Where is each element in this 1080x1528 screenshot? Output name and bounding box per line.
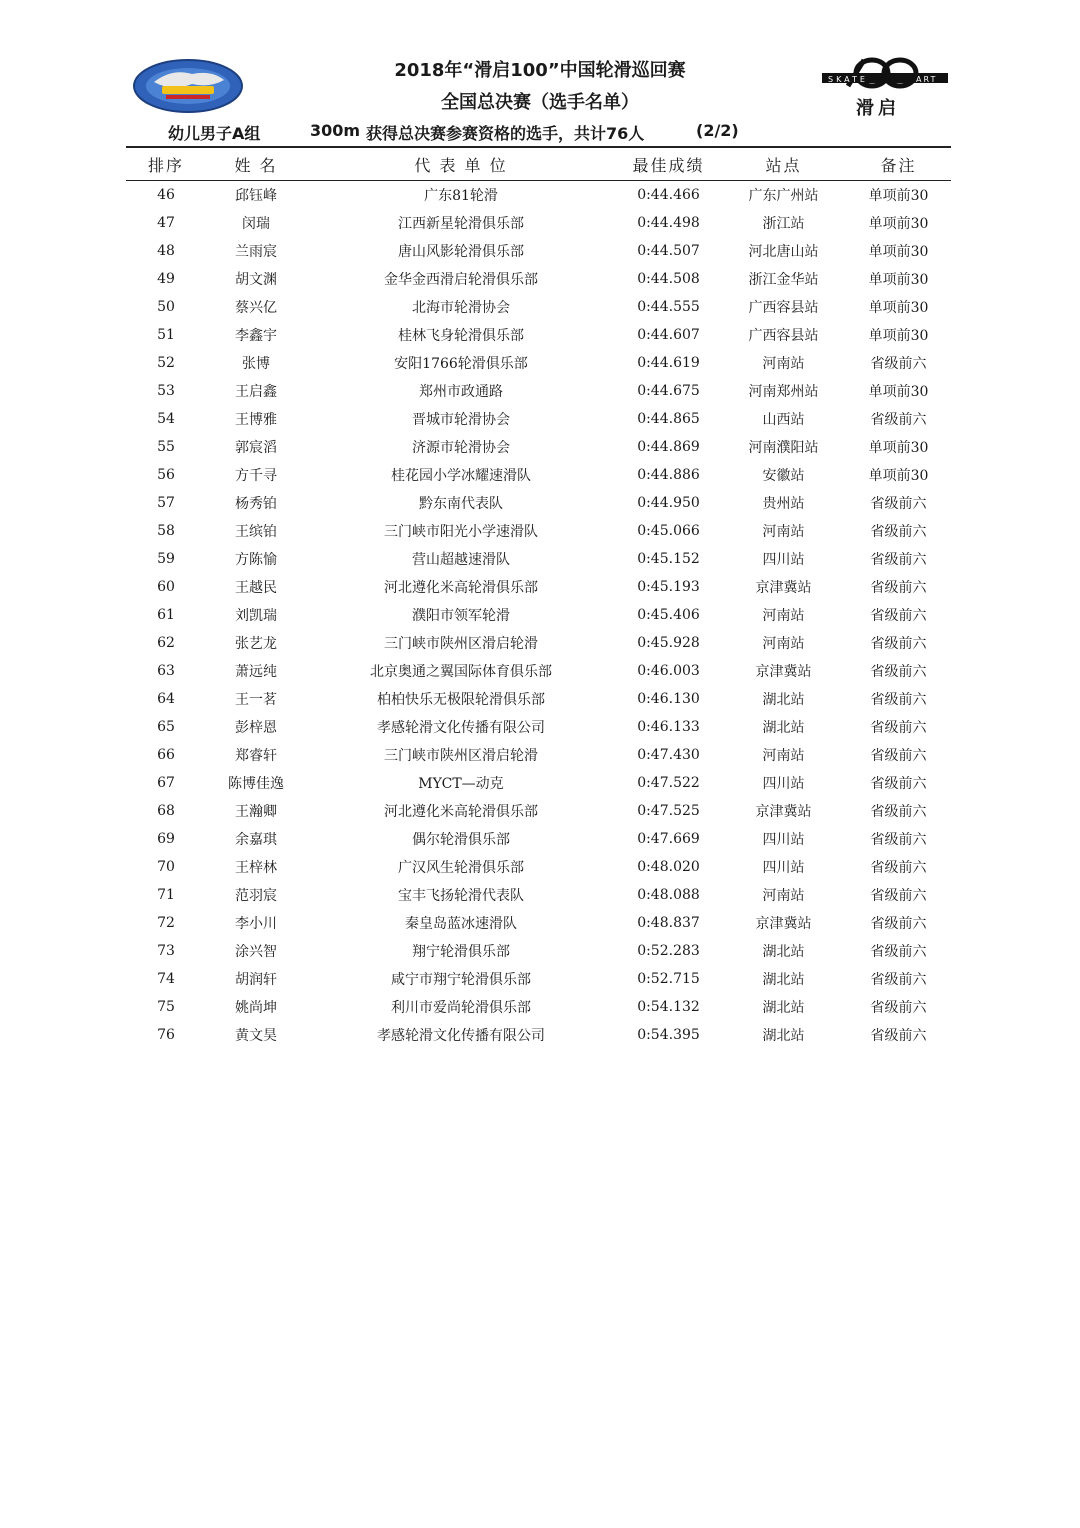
- cell-best-time: 0:44.619: [637, 355, 700, 371]
- cell-name: 余嘉琪: [235, 832, 277, 848]
- table-row: [126, 237, 951, 265]
- table-row: [126, 601, 951, 629]
- table-row: [126, 937, 951, 965]
- cell-best-time: 0:45.152: [637, 551, 700, 567]
- cell-rank: 53: [157, 383, 175, 399]
- cell-note: 单项前30: [868, 244, 929, 260]
- cell-best-time: 0:47.430: [637, 747, 700, 763]
- cell-name: 王缤铂: [235, 524, 277, 540]
- cell-best-time: 0:44.869: [637, 439, 700, 455]
- cell-rank: 47: [157, 215, 175, 231]
- page-title: 2018年“滑启100”中国轮滑巡回赛: [394, 60, 686, 81]
- cell-rank: 55: [157, 439, 175, 455]
- table-row: [126, 713, 951, 741]
- page-indicator: (2/2): [696, 121, 739, 140]
- cell-rank: 60: [157, 579, 175, 595]
- cell-note: 单项前30: [868, 468, 929, 484]
- cell-name: 涂兴智: [235, 944, 277, 960]
- cell-best-time: 0:47.522: [637, 775, 700, 791]
- cell-unit: 利川市爱尚轮滑俱乐部: [391, 1000, 531, 1016]
- cell-station: 山西站: [762, 412, 805, 428]
- table-row: [126, 769, 951, 797]
- cell-note: 单项前30: [868, 328, 929, 344]
- table-row: [126, 209, 951, 237]
- cell-unit: 柏柏快乐无极限轮滑俱乐部: [377, 692, 545, 708]
- cell-name: 张艺龙: [235, 636, 277, 652]
- cell-unit: 晋城市轮滑协会: [412, 412, 510, 428]
- cell-best-time: 0:52.715: [637, 971, 700, 987]
- cell-best-time: 0:47.525: [637, 803, 700, 819]
- cell-rank: 66: [157, 747, 175, 763]
- col-unit-header: 代 表 单 位: [414, 155, 508, 175]
- cell-rank: 59: [157, 551, 175, 567]
- results-table: [126, 146, 951, 1049]
- cell-name: 方陈愉: [235, 552, 277, 568]
- cell-station: 河南濮阳站: [748, 440, 819, 456]
- cell-note: 省级前六: [870, 580, 927, 596]
- table-row: [126, 797, 951, 825]
- cell-unit: MYCT—动克: [418, 776, 504, 792]
- cell-name: 李小川: [235, 916, 277, 932]
- cell-station: 京津冀站: [755, 580, 812, 596]
- cell-note: 省级前六: [870, 832, 927, 848]
- cell-rank: 46: [157, 187, 175, 203]
- cell-rank: 74: [157, 971, 175, 987]
- cell-unit: 黔东南代表队: [419, 496, 503, 512]
- cell-unit: 唐山风影轮滑俱乐部: [398, 244, 524, 260]
- svg-text:ART: ART: [916, 75, 938, 84]
- cell-rank: 58: [157, 523, 175, 539]
- cell-rank: 50: [157, 299, 175, 315]
- cell-station: 四川站: [762, 552, 805, 568]
- cell-station: 四川站: [762, 860, 805, 876]
- cell-unit: 咸宁市翔宁轮滑俱乐部: [391, 972, 531, 988]
- cell-unit: 安阳1766轮滑俱乐部: [394, 356, 528, 372]
- cell-station: 安徽站: [762, 468, 805, 484]
- cell-station: 浙江站: [762, 216, 805, 232]
- cell-rank: 57: [157, 495, 175, 511]
- cell-station: 四川站: [762, 776, 805, 792]
- cell-note: 省级前六: [870, 860, 927, 876]
- cell-best-time: 0:44.607: [637, 327, 700, 343]
- table-row: [126, 573, 951, 601]
- cell-best-time: 0:48.088: [637, 887, 700, 903]
- cell-name: 胡润轩: [235, 972, 277, 988]
- cell-best-time: 0:44.950: [637, 495, 700, 511]
- table-row: [126, 461, 951, 489]
- table-row: [126, 433, 951, 461]
- table-row: [126, 349, 951, 377]
- table-row: [126, 881, 951, 909]
- cell-rank: 75: [157, 999, 175, 1015]
- cell-station: 广西容县站: [748, 328, 819, 344]
- cell-unit: 宝丰飞扬轮滑代表队: [398, 888, 524, 904]
- cell-station: 京津冀站: [755, 804, 812, 820]
- cell-name: 郭宸滔: [235, 440, 277, 456]
- cell-best-time: 0:44.507: [637, 243, 700, 259]
- cell-station: 广西容县站: [748, 300, 819, 316]
- cell-station: 湖北站: [762, 692, 805, 708]
- table-row: [126, 489, 951, 517]
- table-row: [126, 685, 951, 713]
- cell-name: 王越民: [235, 580, 277, 596]
- cell-best-time: 0:46.133: [637, 719, 700, 735]
- cell-rank: 62: [157, 635, 175, 651]
- cell-note: 省级前六: [870, 496, 927, 512]
- cell-station: 河南站: [762, 608, 805, 624]
- table-row: [126, 909, 951, 937]
- cell-unit: 濮阳市领军轮滑: [412, 608, 510, 624]
- cell-note: 省级前六: [870, 664, 927, 680]
- cell-best-time: 0:54.395: [637, 1027, 700, 1043]
- cell-station: 河南站: [762, 748, 805, 764]
- table-row: [126, 657, 951, 685]
- cell-name: 兰雨宸: [235, 244, 277, 260]
- cell-name: 黄文昊: [235, 1028, 277, 1044]
- cell-best-time: 0:45.193: [637, 579, 700, 595]
- cell-note: 省级前六: [870, 916, 927, 932]
- cell-station: 河南站: [762, 524, 805, 540]
- table-row: [126, 405, 951, 433]
- cell-note: 单项前30: [868, 384, 929, 400]
- table-row: [126, 853, 951, 881]
- cell-name: 蔡兴亿: [235, 300, 277, 316]
- cell-best-time: 0:44.555: [637, 299, 700, 315]
- cell-note: 单项前30: [868, 216, 929, 232]
- cell-rank: 65: [157, 719, 175, 735]
- cell-station: 河北唐山站: [748, 244, 819, 260]
- cell-station: 湖北站: [762, 1028, 805, 1044]
- cell-unit: 偶尔轮滑俱乐部: [412, 832, 510, 848]
- cell-note: 单项前30: [868, 272, 929, 288]
- cell-name: 范羽宸: [235, 888, 277, 904]
- cell-note: 省级前六: [870, 972, 927, 988]
- cell-rank: 73: [157, 943, 175, 959]
- cell-best-time: 0:45.066: [637, 523, 700, 539]
- cell-rank: 76: [157, 1027, 175, 1043]
- cell-rank: 48: [157, 243, 175, 259]
- cell-note: 省级前六: [870, 1000, 927, 1016]
- distance-label: 300m: [310, 121, 361, 140]
- cell-name: 萧远纯: [235, 664, 277, 680]
- cell-name: 王梓林: [235, 860, 277, 876]
- table-row: [126, 629, 951, 657]
- cell-note: 省级前六: [870, 720, 927, 736]
- cell-unit: 北京奥通之翼国际体育俱乐部: [370, 664, 552, 680]
- cell-note: 省级前六: [870, 412, 927, 428]
- cell-name: 刘凯瑞: [235, 608, 277, 624]
- cell-rank: 56: [157, 467, 175, 483]
- page-subtitle: 全国总决赛（选手名单）: [441, 92, 639, 113]
- cell-name: 胡文渊: [235, 272, 277, 288]
- cell-rank: 51: [157, 327, 175, 343]
- cell-rank: 52: [157, 355, 175, 371]
- cell-rank: 68: [157, 803, 175, 819]
- cell-rank: 63: [157, 663, 175, 679]
- cell-station: 湖北站: [762, 972, 805, 988]
- cell-note: 单项前30: [868, 300, 929, 316]
- group-label: 幼儿男子A组: [168, 124, 261, 143]
- cell-station: 贵州站: [762, 496, 805, 512]
- cell-best-time: 0:45.406: [637, 607, 700, 623]
- cell-best-time: 0:46.003: [637, 663, 700, 679]
- col-name-header: 姓 名: [234, 155, 278, 175]
- cell-station: 湖北站: [762, 1000, 805, 1016]
- cell-unit: 江西新星轮滑俱乐部: [398, 216, 524, 232]
- cell-name: 杨秀铂: [235, 496, 277, 512]
- cell-best-time: 0:44.886: [637, 467, 700, 483]
- table-row: [126, 377, 951, 405]
- cell-name: 郑睿轩: [235, 748, 277, 764]
- cell-best-time: 0:48.837: [637, 915, 700, 931]
- cell-unit: 桂林飞身轮滑俱乐部: [398, 328, 524, 344]
- cell-note: 省级前六: [870, 776, 927, 792]
- cell-name: 王瀚卿: [235, 804, 277, 820]
- cell-unit: 北海市轮滑协会: [412, 300, 510, 316]
- cell-name: 王博雅: [235, 412, 277, 428]
- cell-station: 四川站: [762, 832, 805, 848]
- cell-best-time: 0:44.865: [637, 411, 700, 427]
- cell-unit: 孝感轮滑文化传播有限公司: [377, 1028, 545, 1044]
- cell-station: 浙江金华站: [748, 272, 819, 288]
- event-logo-text: 滑启: [856, 98, 900, 119]
- cell-note: 单项前30: [868, 440, 929, 456]
- table-body: [126, 181, 951, 1049]
- cell-note: 省级前六: [870, 804, 927, 820]
- cell-name: 邱钰峰: [235, 188, 277, 204]
- cell-unit: 三门峡市阳光小学速滑队: [384, 524, 538, 540]
- cell-best-time: 0:44.466: [637, 187, 700, 203]
- cell-best-time: 0:47.669: [637, 831, 700, 847]
- cell-station: 京津冀站: [755, 664, 812, 680]
- cell-unit: 河北遵化米高轮滑俱乐部: [384, 580, 538, 596]
- cell-rank: 71: [157, 887, 175, 903]
- cell-rank: 70: [157, 859, 175, 875]
- cell-unit: 三门峡市陕州区滑启轮滑: [384, 748, 538, 764]
- cell-best-time: 0:54.132: [637, 999, 700, 1015]
- cell-name: 闵瑞: [242, 216, 270, 232]
- table-row: [126, 741, 951, 769]
- table-row: [126, 993, 951, 1021]
- table-row: [126, 517, 951, 545]
- cell-best-time: 0:52.283: [637, 943, 700, 959]
- cell-rank: 72: [157, 915, 175, 931]
- cell-note: 省级前六: [870, 748, 927, 764]
- cell-note: 省级前六: [870, 888, 927, 904]
- table-header: [126, 146, 951, 181]
- cell-name: 王启鑫: [235, 384, 277, 400]
- col-best-header: 最佳成绩: [632, 155, 705, 175]
- col-note-header: 备注: [880, 155, 917, 175]
- table-row: [126, 181, 951, 209]
- cell-best-time: 0:44.508: [637, 271, 700, 287]
- cell-note: 省级前六: [870, 356, 927, 372]
- cell-note: 省级前六: [870, 944, 927, 960]
- cell-unit: 河北遵化米高轮滑俱乐部: [384, 804, 538, 820]
- cell-unit: 营山超越速滑队: [412, 552, 510, 568]
- table-row: [126, 265, 951, 293]
- cell-rank: 54: [157, 411, 175, 427]
- cell-note: 省级前六: [870, 552, 927, 568]
- cell-note: 省级前六: [870, 1028, 927, 1044]
- cell-unit: 孝感轮滑文化传播有限公司: [377, 720, 545, 736]
- cell-station: 河南站: [762, 888, 805, 904]
- cell-note: 省级前六: [870, 636, 927, 652]
- cell-note: 省级前六: [870, 692, 927, 708]
- cell-station: 河南站: [762, 636, 805, 652]
- cell-unit: 桂花园小学冰耀速滑队: [391, 468, 531, 484]
- table-row: [126, 321, 951, 349]
- cell-unit: 秦皇岛蓝冰速滑队: [405, 916, 517, 932]
- cell-best-time: 0:45.928: [637, 635, 700, 651]
- svg-text:SKATE: SKATE: [828, 75, 868, 84]
- cell-rank: 61: [157, 607, 175, 623]
- table-row: [126, 293, 951, 321]
- cell-rank: 49: [157, 271, 175, 287]
- cell-station: 广东广州站: [748, 188, 819, 204]
- table-row: [126, 1021, 951, 1049]
- cell-note: 省级前六: [870, 524, 927, 540]
- cell-name: 王一茗: [235, 692, 277, 708]
- cell-rank: 69: [157, 831, 175, 847]
- col-station-header: 站点: [765, 155, 802, 175]
- cell-name: 张博: [242, 356, 270, 372]
- cell-note: 省级前六: [870, 608, 927, 624]
- cell-rank: 64: [157, 691, 175, 707]
- cell-station: 京津冀站: [755, 916, 812, 932]
- category-line: [0, 121, 1080, 143]
- cell-unit: 广汉风生轮滑俱乐部: [398, 860, 524, 876]
- table-row: [126, 825, 951, 853]
- cell-unit: 金华金西滑启轮滑俱乐部: [384, 272, 538, 288]
- cell-station: 河南站: [762, 356, 805, 372]
- cell-name: 彭梓恩: [235, 720, 277, 736]
- table-row: [126, 545, 951, 573]
- cell-name: 陈博佳逸: [228, 776, 284, 792]
- cell-best-time: 0:46.130: [637, 691, 700, 707]
- cell-note: 单项前30: [868, 188, 929, 204]
- cell-best-time: 0:44.675: [637, 383, 700, 399]
- cell-best-time: 0:48.020: [637, 859, 700, 875]
- table-row: [126, 965, 951, 993]
- cell-station: 湖北站: [762, 720, 805, 736]
- cell-unit: 广东81轮滑: [424, 188, 498, 204]
- qualification-description: 获得总决赛参赛资格的选手，共计76人: [366, 124, 645, 143]
- cell-name: 方千寻: [235, 468, 277, 484]
- cell-name: 姚尚坤: [235, 1000, 277, 1016]
- cell-name: 李鑫宇: [235, 328, 277, 344]
- cell-station: 湖北站: [762, 944, 805, 960]
- cell-unit: 郑州市政通路: [419, 384, 503, 400]
- cell-best-time: 0:44.498: [637, 215, 700, 231]
- col-rank-header: 排序: [147, 155, 184, 175]
- cell-station: 河南郑州站: [748, 384, 819, 400]
- cell-unit: 三门峡市陕州区滑启轮滑: [384, 636, 538, 652]
- cell-rank: 67: [157, 775, 175, 791]
- cell-unit: 翔宁轮滑俱乐部: [412, 944, 510, 960]
- cell-unit: 济源市轮滑协会: [412, 440, 510, 456]
